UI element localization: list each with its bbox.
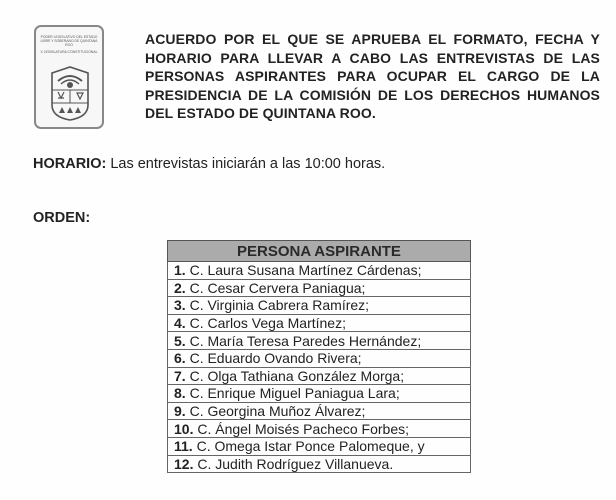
- table-cell: [168, 437, 471, 455]
- table-row: [168, 455, 471, 473]
- candidate-name: C. Olga Tathiana González Morga;: [185, 367, 405, 384]
- candidate-name: C. María Teresa Paredes Hernández;: [185, 332, 422, 349]
- table-row: [168, 279, 471, 297]
- table-row: [168, 297, 471, 315]
- table-cell: [168, 385, 471, 403]
- table-cell: [168, 262, 471, 280]
- schedule-label: HORARIO:: [33, 156, 107, 172]
- candidate-name: C. Ángel Moisés Pacheco Forbes;: [193, 420, 410, 437]
- table-cell: [168, 332, 471, 350]
- table-cell: [168, 279, 471, 297]
- row-number: 6.: [174, 350, 186, 367]
- table-cell: [168, 297, 471, 315]
- row-number: 8.: [174, 385, 186, 402]
- table-cell: [168, 349, 471, 367]
- candidates-table: [167, 240, 471, 473]
- table-row: [168, 262, 471, 280]
- row-number: 12.: [174, 455, 194, 472]
- candidate-name: C. Enrique Miguel Paniagua Lara;: [185, 385, 400, 402]
- table-row: [168, 420, 471, 438]
- row-number: 2.: [174, 279, 186, 296]
- candidate-name: C. Carlos Vega Martínez;: [185, 315, 346, 332]
- table-cell: [168, 420, 471, 438]
- row-number: 3.: [174, 297, 186, 314]
- order-label: ORDEN:: [33, 210, 91, 226]
- row-number: 10.: [174, 420, 194, 437]
- document-heading: ACUERDO POR EL QUE SE APRUEBA EL FORMATO, FECHA Y HORARIO PARA LLEVAR A CABO LAS ENTREVISTAS DE LAS PERSONAS ASPIRANTES PARA OCUPAR EL CARGO DE LA PRESIDENCIA DE LA COMISIÓN DE LOS DERECHOS HUMANOS DEL ESTADO DE QUINTANA ROO.: [145, 31, 600, 122]
- table-row: [168, 332, 471, 350]
- table-row: [168, 367, 471, 385]
- row-number: 11.: [174, 438, 193, 455]
- row-number: 1.: [174, 262, 186, 279]
- candidate-name: C. Laura Susana Martínez Cárdenas;: [185, 262, 422, 279]
- schedule-text: Las entrevistas iniciarán a las 10:00 horas.: [106, 156, 386, 172]
- candidate-name: C. Judith Rodríguez Villanueva.: [193, 455, 394, 472]
- table-cell: [168, 402, 471, 420]
- table-row: [168, 314, 471, 332]
- table-header: PERSONA ASPIRANTE: [168, 241, 471, 262]
- row-number: 4.: [174, 315, 186, 332]
- table-row: [168, 385, 471, 403]
- row-number: 5.: [174, 332, 186, 349]
- schedule-line: [33, 156, 385, 172]
- row-number: 9.: [174, 403, 186, 420]
- table-cell: [168, 314, 471, 332]
- table-row: [168, 402, 471, 420]
- candidate-name: C. Virginia Cabrera Ramírez;: [185, 297, 370, 314]
- candidate-name: C. Georgina Muñoz Álvarez;: [185, 403, 366, 420]
- seal-title: PODER LEGISLATIVO DEL ESTADO LIBRE Y SOBERANO DE QUINTANA ROO: [40, 35, 98, 47]
- row-number: 7.: [174, 367, 186, 384]
- table-cell: [168, 455, 471, 473]
- candidate-name: C. Eduardo Ovando Rivera;: [185, 350, 362, 367]
- candidate-name: C. Cesar Cervera Paniagua;: [185, 279, 366, 296]
- seal-subtitle: X LEGISLATURA CONSTITUCIONAL: [40, 50, 98, 54]
- table-row: [168, 437, 471, 455]
- congress-seal: [34, 25, 104, 129]
- table-row: [168, 349, 471, 367]
- candidate-name: C. Omega Istar Ponce Palomeque, y: [192, 438, 425, 455]
- table-cell: [168, 367, 471, 385]
- coat-of-arms-icon: [50, 65, 90, 121]
